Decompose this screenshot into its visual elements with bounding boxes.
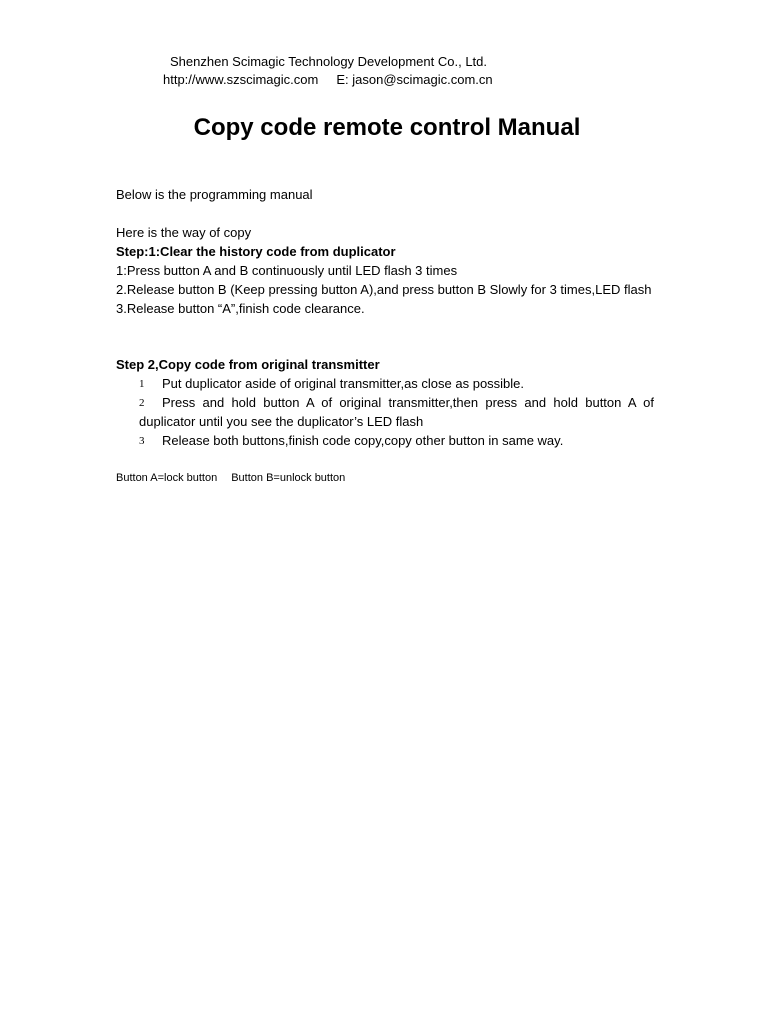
website-link[interactable]: http://www.szscimagic.com xyxy=(163,72,319,87)
item-number: 1 xyxy=(139,378,145,390)
step2-heading: Step 2,Copy code from original transmitter xyxy=(116,357,380,372)
copy-lead: Here is the way of copy xyxy=(116,225,252,240)
contact-line xyxy=(163,72,493,88)
step1-line-1: 1:Press button A and B continuously until LED flash 3 times xyxy=(116,263,458,278)
button-b-legend: Button B=unlock button xyxy=(231,472,346,484)
step1-section xyxy=(116,223,654,318)
company-name: Shenzhen Scimagic Technology Development Co., Ltd. xyxy=(170,54,488,69)
step2-item-2 xyxy=(116,393,654,431)
intro-paragraph xyxy=(116,185,654,204)
item-text: Press and hold button A of original transmitter,then press and hold button A of duplicator until you see the duplicator’s LED flash xyxy=(139,395,654,429)
step2-item-1 xyxy=(116,374,654,393)
step1-heading: Step:1:Clear the history code from duplicator xyxy=(116,244,396,259)
email-address[interactable]: E: jason@scimagic.com.cn xyxy=(336,72,493,87)
page-title: Copy code remote control Manual xyxy=(193,114,581,141)
button-a-legend: Button A=lock button xyxy=(116,472,218,484)
step2-section xyxy=(116,355,654,450)
item-number: 2 xyxy=(139,397,145,409)
item-number: 3 xyxy=(139,435,145,447)
step1-line-2: 2.Release button B (Keep pressing button A),and press button B Slowly for 3 times,LED flash xyxy=(116,282,652,297)
item-text: Put duplicator aside of original transmitter,as close as possible. xyxy=(162,376,525,391)
intro-text: Below is the programming manual xyxy=(116,187,313,202)
step2-item-3 xyxy=(116,431,654,450)
item-text: Release both buttons,finish code copy,copy other button in same way. xyxy=(162,433,564,448)
step1-line-3: 3.Release button “A”,finish code clearance. xyxy=(116,301,365,316)
button-legend xyxy=(116,470,359,486)
